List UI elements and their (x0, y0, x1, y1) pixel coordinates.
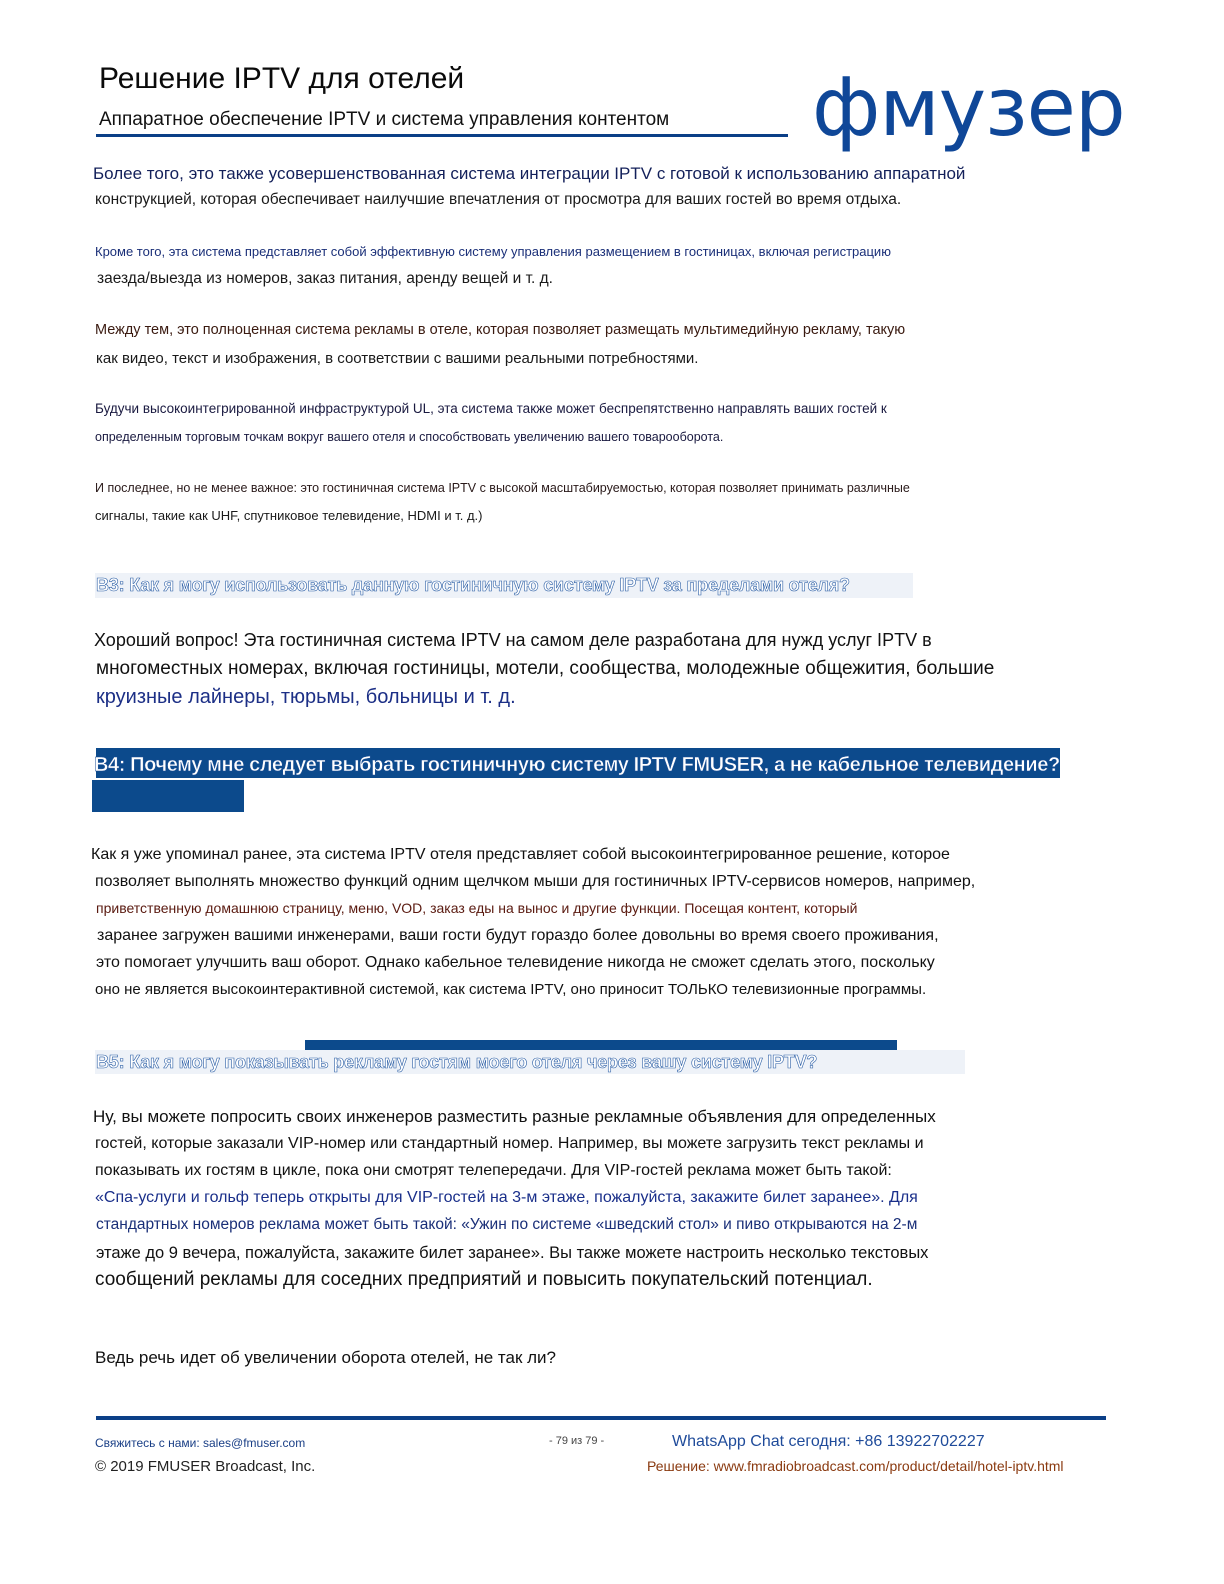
intro-line: Более того, это также усовершенствованная система интеграции IPTV с готовой к использованию аппаратной (93, 164, 966, 183)
answer-line: стандартных номеров реклама может быть такой: «Ужин по системе «шведский стол» и пиво открываются на 2-м (96, 1216, 918, 1233)
page-title: Решение IPTV для отелей (99, 62, 465, 95)
footer-whatsapp: WhatsApp Chat сегодня: +86 13922702227 (672, 1433, 985, 1450)
footer-divider (96, 1416, 1106, 1420)
answer-line: Ну, вы можете попросить своих инженеров разместить разные рекламные объявления для определенных (93, 1107, 936, 1126)
answer-line: сообщений рекламы для соседних предприятий и повысить покупательский потенциал. (95, 1269, 873, 1290)
answer-line: Как я уже упоминал ранее, эта система IPTV отеля представляет собой высокоинтегрированное решение, которое (91, 846, 950, 863)
intro-line: конструкцией, которая обеспечивает наилучшие впечатления от просмотра для ваших гостей во время отдыха. (95, 191, 902, 208)
answer-line: оно не является высокоинтерактивной системой, как система IPTV, оно приносит ТОЛЬКО телевизионные программы. (95, 981, 927, 998)
intro-line: Кроме того, эта система представляет собой эффективную систему управления размещением в гостиницах, включая регистрацию (95, 244, 891, 259)
page-subtitle: Аппаратное обеспечение IPTV и система управления контентом (99, 109, 670, 130)
question-heading-q4: В4: Почему мне следует выбрать гостиничную систему IPTV FMUSER, а не кабельное телевидение? (94, 754, 1060, 776)
question-bar (92, 780, 244, 812)
question-heading-q3: В3: Как я могу использовать данную гостиничную систему IPTV за пределами отеля? (96, 575, 850, 595)
footer-copyright: © 2019 FMUSER Broadcast, Inc. (95, 1458, 316, 1475)
answer-line: многоместных номерах, включая гостиницы, мотели, сообщества, молодежные общежития, большие (96, 658, 995, 679)
intro-line: Между тем, это полноценная система рекламы в отеле, которая позволяет размещать мультимедийную рекламу, такую (95, 322, 906, 338)
answer-line: показывать их гостям в цикле, пока они смотрят телепередачи. Для VIP-гостей реклама может быть такой: (95, 1162, 892, 1179)
brand-logo: фмузер (812, 61, 1125, 154)
intro-line: заезда/выезда из номеров, заказ питания, аренду вещей и т. д. (97, 270, 553, 287)
question-heading-q5: В5: Как я могу показывать рекламу гостям моего отеля через вашу систему IPTV? (96, 1052, 818, 1072)
footer-solution-link: Решение: www.fmradiobroadcast.com/product/detail/hotel-iptv.html (647, 1458, 1064, 1474)
intro-line: сигналы, такие как UHF, спутниковое телевидение, HDMI и т. д.) (95, 508, 483, 523)
answer-line: этаже до 9 вечера, пожалуйста, закажите билет заранее». Вы также можете настроить несколько текстовых (96, 1244, 929, 1262)
answer-line: заранее загружен вашими инженерами, ваши гости будут гораздо более довольны во время своего проживания, (97, 927, 939, 944)
intro-line: Будучи высокоинтегрированной инфраструктурой UL, эта система также может беспрепятственно направлять ваших гостей к (95, 401, 887, 416)
answer-line: круизные лайнеры, тюрьмы, больницы и т. д. (96, 686, 516, 708)
footer-contact: Свяжитесь с нами: sales@fmuser.com (95, 1436, 306, 1450)
answer-line: «Спа-услуги и гольф теперь открыты для VIP-гостей на 3-м этаже, пожалуйста, закажите билет заранее». Для (95, 1189, 918, 1206)
closing-line: Ведь речь идет об увеличении оборота отелей, не так ли? (95, 1348, 556, 1367)
answer-line: приветственную домашнюю страницу, меню, VOD, заказ еды на вынос и другие функции. Посещая контент, который (96, 900, 858, 916)
answer-line: Хороший вопрос! Эта гостиничная система IPTV на самом деле разработана для нужд услуг IPTV в (94, 630, 932, 650)
answer-line: это помогает улучшить ваш оборот. Однако кабельное телевидение никогда не сможет сделать этого, поскольку (96, 954, 935, 971)
answer-line: гостей, которые заказали VIP-номер или стандартный номер. Например, вы можете загрузить текст рекламы и (95, 1135, 924, 1152)
intro-line: как видео, текст и изображения, в соответствии с вашими реальными потребностями. (96, 350, 699, 367)
intro-line: определенным торговым точкам вокруг вашего отеля и способствовать увеличению вашего товарооборота. (95, 430, 724, 444)
intro-line: И последнее, но не менее важное: это гостиничная система IPTV с высокой масштабируемостью, которая позволяет принимать различные (95, 481, 910, 495)
answer-line: позволяет выполнять множество функций одним щелчком мыши для гостиничных IPTV-сервисов номеров, например, (95, 873, 976, 890)
header-divider (96, 134, 788, 137)
page-number: - 79 из 79 - (549, 1435, 605, 1447)
